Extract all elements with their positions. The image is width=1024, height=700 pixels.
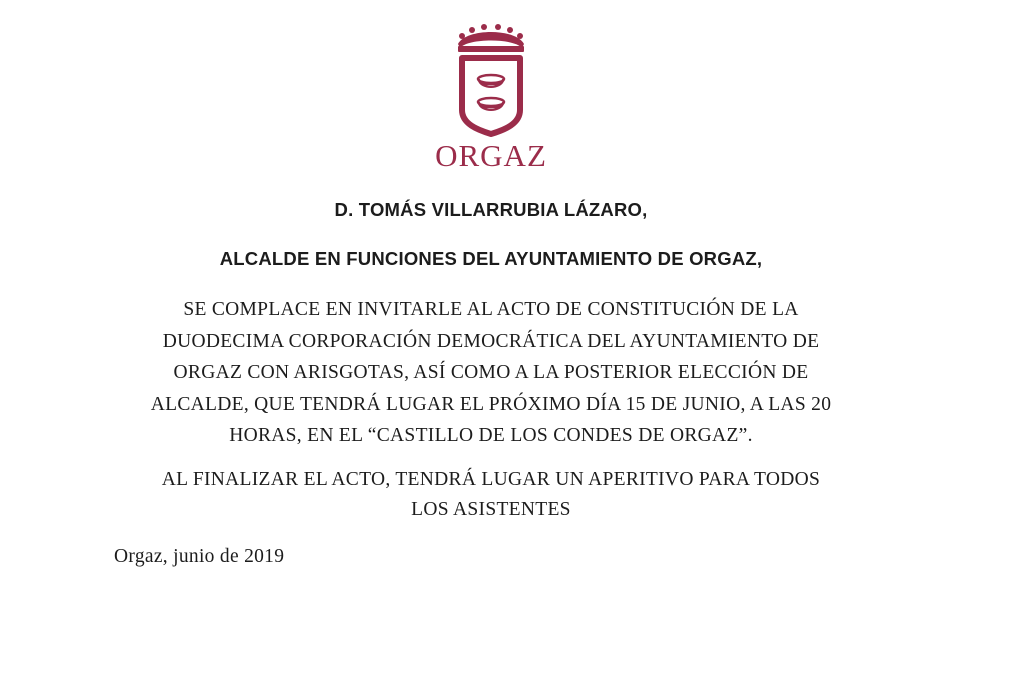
invitation-line: HORAS, EN EL “CASTILLO DE LOS CONDES DE ORGAZ”. (229, 425, 753, 447)
invitation-paragraph (100, 294, 882, 452)
brand-name: ORGAZ (435, 138, 547, 173)
sender-role: ALCALDE EN FUNCIONES DEL AYUNTAMIENTO DE ORGAZ, (219, 248, 763, 269)
invitation-line: ORGAZ CON ARISGOTAS, ASÍ COMO A LA POSTERIOR ELECCIÓN DE (173, 362, 809, 384)
sender-name: D. TOMÁS VILLARRUBIA LÁZARO, (334, 199, 648, 220)
invitation-line: ALCALDE, QUE TENDRÁ LUGAR EL PRÓXIMO DÍA 15 DE JUNIO, A LAS 20 (150, 393, 832, 415)
invitation-line: DUODECIMA CORPORACIÓN DEMOCRÁTICA DEL AYUNTAMIENTO DE (162, 330, 820, 352)
closing-line: LOS ASISTENTES (411, 499, 571, 520)
invitation-line: SE COMPLACE EN INVITARLE AL ACTO DE CONSTITUCIÓN DE LA (183, 299, 799, 320)
closing-paragraph (100, 465, 882, 525)
closing-line: AL FINALIZAR EL ACTO, TENDRÁ LUGAR UN APERITIVO PARA TODOS (161, 469, 821, 490)
place-date: Orgaz, junio de 2019 (114, 546, 285, 567)
coat-of-arms-icon (452, 22, 530, 140)
